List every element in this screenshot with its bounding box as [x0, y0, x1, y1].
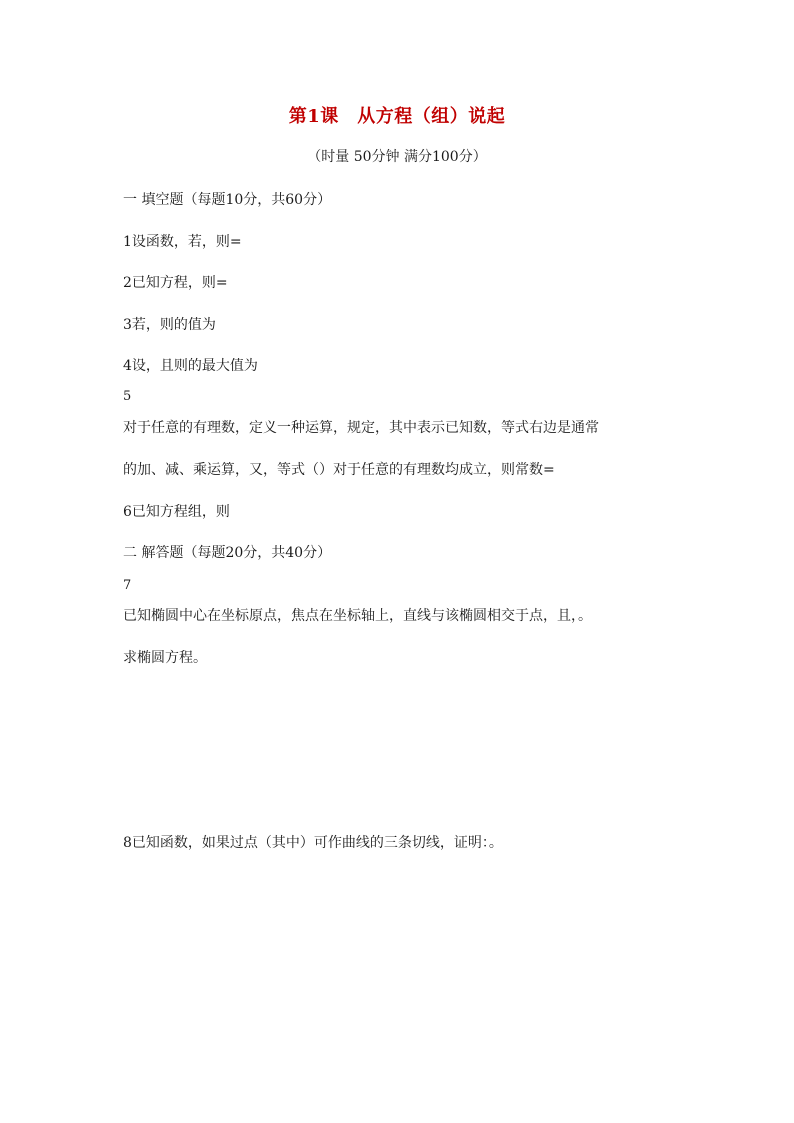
question-7-number: 7 [123, 578, 132, 593]
section-heading-fill-in: 一 填空题（每题10分，共60分） [123, 192, 332, 208]
question-4: 4设，且则的最大值为 [123, 358, 258, 374]
question-3: 3若，则的值为 [123, 317, 216, 333]
question-7-line-2: 求椭圆方程。 [123, 650, 207, 666]
lesson-title: 第1课 从方程（组）说起 [288, 106, 506, 127]
question-2: 2已知方程，则= [123, 275, 228, 291]
question-1: 1设函数，若，则= [123, 234, 242, 250]
question-6: 6已知方程组，则 [123, 504, 230, 520]
section-heading-answer: 二 解答题（每题20分，共40分） [123, 545, 332, 561]
question-8: 8已知函数，如果过点（其中）可作曲线的三条切线，证明：。 [123, 835, 503, 851]
question-5-line-2: 的加、减、乘运算，又，等式（）对于任意的有理数均成立，则常数= [123, 462, 555, 478]
question-7-line-1: 已知椭圆中心在坐标原点，焦点在坐标轴上，直线与该椭圆相交于点，且，。 [123, 608, 592, 624]
exam-time-and-score: （时量 50分钟 满分100分） [307, 149, 487, 165]
question-5-number: 5 [123, 389, 132, 404]
question-5-line-1: 对于任意的有理数，定义一种运算，规定，其中表示已知数，等式右边是通常 [123, 420, 599, 436]
